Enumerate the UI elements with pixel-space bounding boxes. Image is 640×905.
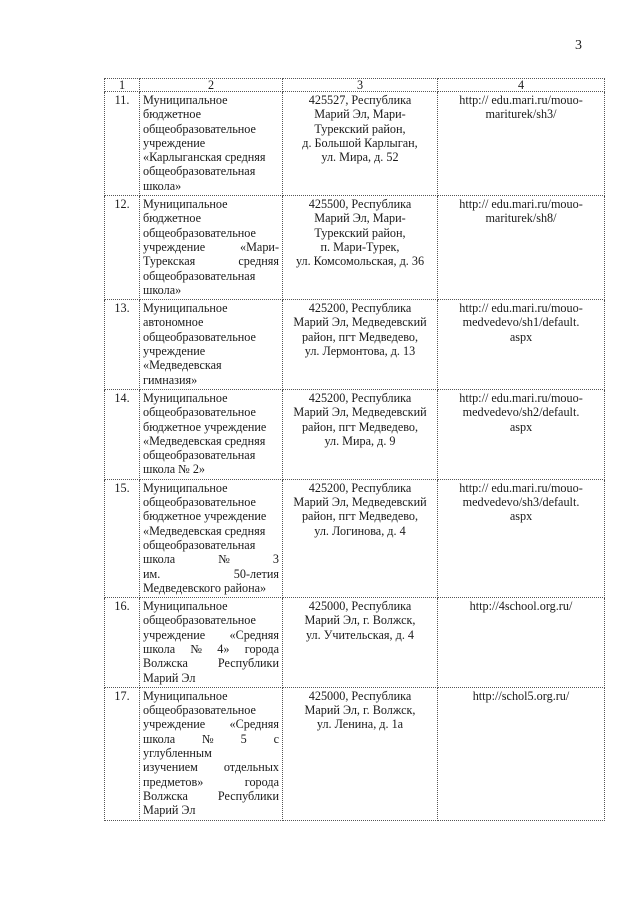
row-number: 14.: [105, 389, 140, 479]
address-line: Марий Эл, Медведевский: [293, 405, 427, 420]
address-cell: [283, 479, 438, 597]
address-line: ул. Учительская, д. 4: [305, 627, 415, 642]
address-line: 425500, Республика: [308, 197, 412, 212]
address-cell: [283, 389, 438, 479]
address-cell: [283, 92, 438, 196]
institution-name-line: общеобразовательное: [143, 703, 256, 718]
website-cell: [438, 300, 605, 390]
institution-name-cell: [140, 687, 283, 820]
website-cell: [438, 687, 605, 820]
website-line[interactable]: aspx: [509, 509, 533, 524]
address-line: Марий Эл, Медведевский: [293, 315, 427, 330]
website-cell: [438, 479, 605, 597]
institution-name-line: «Медведевская средняя: [143, 523, 266, 538]
institution-name-line: «Медведевская: [143, 358, 222, 373]
institution-name-line: школа № 4» города: [143, 641, 279, 656]
row-number: 15.: [105, 479, 140, 597]
institution-name-line: Волжска Республики: [143, 788, 279, 803]
institution-name-cell: [140, 196, 283, 300]
institution-name-line: Муниципальное: [143, 599, 228, 614]
website-line[interactable]: mariturek/sh8/: [485, 211, 557, 226]
institution-name-line: гимназия»: [143, 372, 198, 387]
institution-name-line: им. 50-летия: [143, 566, 279, 581]
address-line: 425000, Республика: [308, 688, 412, 703]
institution-name-line: школа № 3: [143, 552, 279, 567]
website-line[interactable]: mariturek/sh3/: [485, 107, 557, 122]
address-line: ул. Мира, д. 52: [321, 150, 399, 165]
address-line: 425000, Республика: [308, 599, 412, 614]
website-line[interactable]: http:// edu.mari.ru/mouo-: [459, 390, 583, 405]
address-line: 425200, Республика: [308, 390, 412, 405]
institution-name-line: бюджетное учреждение: [143, 419, 267, 434]
website-line[interactable]: aspx: [509, 419, 533, 434]
website-line[interactable]: medvedevo/sh3/default.: [462, 495, 580, 510]
institution-name-line: углубленным: [143, 746, 212, 761]
institution-name-line: учреждение: [143, 135, 206, 150]
website-cell: [438, 389, 605, 479]
address-line: Турекский район,: [314, 225, 406, 240]
address-line: ул. Лермонтова, д. 13: [304, 344, 416, 359]
address-line: Марий Эл, Мари-: [314, 107, 406, 122]
institutions-table: [104, 78, 605, 821]
address-line: район, пгт Медведево,: [301, 329, 419, 344]
institution-name-line: Турекская средняя: [143, 254, 279, 269]
institution-name-line: автономное: [143, 315, 204, 330]
website-line[interactable]: http://schol5.org.ru/: [472, 688, 570, 703]
address-line: ул. Мира, д. 9: [324, 433, 396, 448]
institution-name-line: общеобразовательная: [143, 268, 256, 283]
address-line: Марий Эл, г. Волжск,: [304, 703, 416, 718]
institution-name-line: школа»: [143, 178, 182, 193]
website-cell: [438, 598, 605, 688]
institution-name-line: Муниципальное: [143, 390, 228, 405]
address-line: Марий Эл, г. Волжск,: [304, 613, 416, 628]
institution-name-line: Муниципальное: [143, 197, 228, 212]
row-number: 13.: [105, 300, 140, 390]
institution-name-line: Муниципальное: [143, 301, 228, 316]
column-header: 1: [105, 79, 140, 92]
page-number: 3: [575, 38, 582, 53]
institution-name-line: общеобразовательная: [143, 164, 256, 179]
institution-name-cell: [140, 479, 283, 597]
row-number: 17.: [105, 687, 140, 820]
institution-name-line: «Медведевская средняя: [143, 433, 266, 448]
address-line: 425200, Республика: [308, 480, 412, 495]
table-row: [105, 598, 605, 688]
institution-name-line: Волжска Республики: [143, 656, 279, 671]
institution-name-line: Муниципальное: [143, 480, 228, 495]
website-cell: [438, 92, 605, 196]
website-line[interactable]: http://4school.org.ru/: [469, 599, 573, 614]
website-line[interactable]: medvedevo/sh2/default.: [462, 405, 580, 420]
website-line[interactable]: http:// edu.mari.ru/mouo-: [459, 197, 583, 212]
website-line[interactable]: aspx: [509, 329, 533, 344]
institution-name-line: школа № 5 с: [143, 731, 279, 746]
address-line: Марий Эл, Мари-: [314, 211, 406, 226]
website-line[interactable]: http:// edu.mari.ru/mouo-: [459, 301, 583, 316]
address-cell: [283, 300, 438, 390]
address-line: п. Мари-Турек,: [320, 239, 400, 254]
institution-name-line: учреждение «Мари-: [143, 239, 279, 254]
address-cell: [283, 687, 438, 820]
institution-name-line: общеобразовательное: [143, 405, 256, 420]
institution-name-cell: [140, 300, 283, 390]
institution-name-line: «Карлыганская средняя: [143, 150, 266, 165]
table-row: [105, 389, 605, 479]
institution-name-line: учреждение: [143, 344, 206, 359]
address-line: ул. Ленина, д. 1а: [316, 717, 404, 732]
table-row: [105, 92, 605, 196]
row-number: 12.: [105, 196, 140, 300]
institution-name-line: предметов» города: [143, 774, 279, 789]
institution-name-line: Муниципальное: [143, 688, 228, 703]
address-line: 425527, Республика: [308, 93, 412, 107]
website-cell: [438, 196, 605, 300]
table-row: [105, 196, 605, 300]
institution-name-line: бюджетное: [143, 107, 202, 122]
website-line[interactable]: http:// edu.mari.ru/mouo-: [459, 480, 583, 495]
address-line: д. Большой Карлыган,: [302, 135, 418, 150]
institution-name-line: школа № 2»: [143, 462, 206, 477]
row-number: 16.: [105, 598, 140, 688]
row-number: 11.: [105, 92, 140, 196]
address-line: 425200, Республика: [308, 301, 412, 316]
institution-name-line: школа»: [143, 282, 182, 297]
institution-name-line: общеобразовательное: [143, 329, 256, 344]
institution-name-line: общеобразовательная: [143, 537, 256, 552]
website-line[interactable]: http:// edu.mari.ru/mouo-: [459, 93, 583, 107]
column-header: 3: [283, 79, 438, 92]
table-body: [105, 92, 605, 821]
institution-name-line: общеобразовательное: [143, 225, 256, 240]
institution-name-cell: [140, 92, 283, 196]
address-line: ул. Комсомольская, д. 36: [295, 254, 425, 269]
table-header-row: [105, 79, 605, 92]
column-header: 2: [140, 79, 283, 92]
table-row: [105, 687, 605, 820]
column-header: 4: [438, 79, 605, 92]
institution-name-line: изучением отдельных: [143, 760, 279, 775]
address-line: ул. Логинова, д. 4: [314, 523, 406, 538]
address-line: район, пгт Медведево,: [301, 419, 419, 434]
institution-name-line: общеобразовательное: [143, 121, 256, 136]
address-cell: [283, 598, 438, 688]
institution-name-line: учреждение «Средняя: [143, 627, 279, 642]
institution-name-line: Марий Эл: [143, 670, 196, 685]
institution-name-line: общеобразовательная: [143, 448, 256, 463]
institution-name-line: общеобразовательное: [143, 613, 256, 628]
institution-name-line: Медведевского района»: [143, 580, 267, 595]
institution-name-line: общеобразовательное: [143, 495, 256, 510]
website-line[interactable]: medvedevo/sh1/default.: [462, 315, 580, 330]
institution-name-line: Марий Эл: [143, 803, 196, 818]
address-line: Марий Эл, Медведевский: [293, 495, 427, 510]
institution-name-line: бюджетное: [143, 211, 202, 226]
institution-name-cell: [140, 598, 283, 688]
table-row: [105, 479, 605, 597]
institution-name-line: бюджетное учреждение: [143, 509, 267, 524]
address-line: Турекский район,: [314, 121, 406, 136]
institution-name-line: учреждение «Средняя: [143, 717, 279, 732]
table-row: [105, 300, 605, 390]
institution-name-cell: [140, 389, 283, 479]
address-line: район, пгт Медведево,: [301, 509, 419, 524]
institution-name-line: Муниципальное: [143, 93, 228, 107]
address-cell: [283, 196, 438, 300]
